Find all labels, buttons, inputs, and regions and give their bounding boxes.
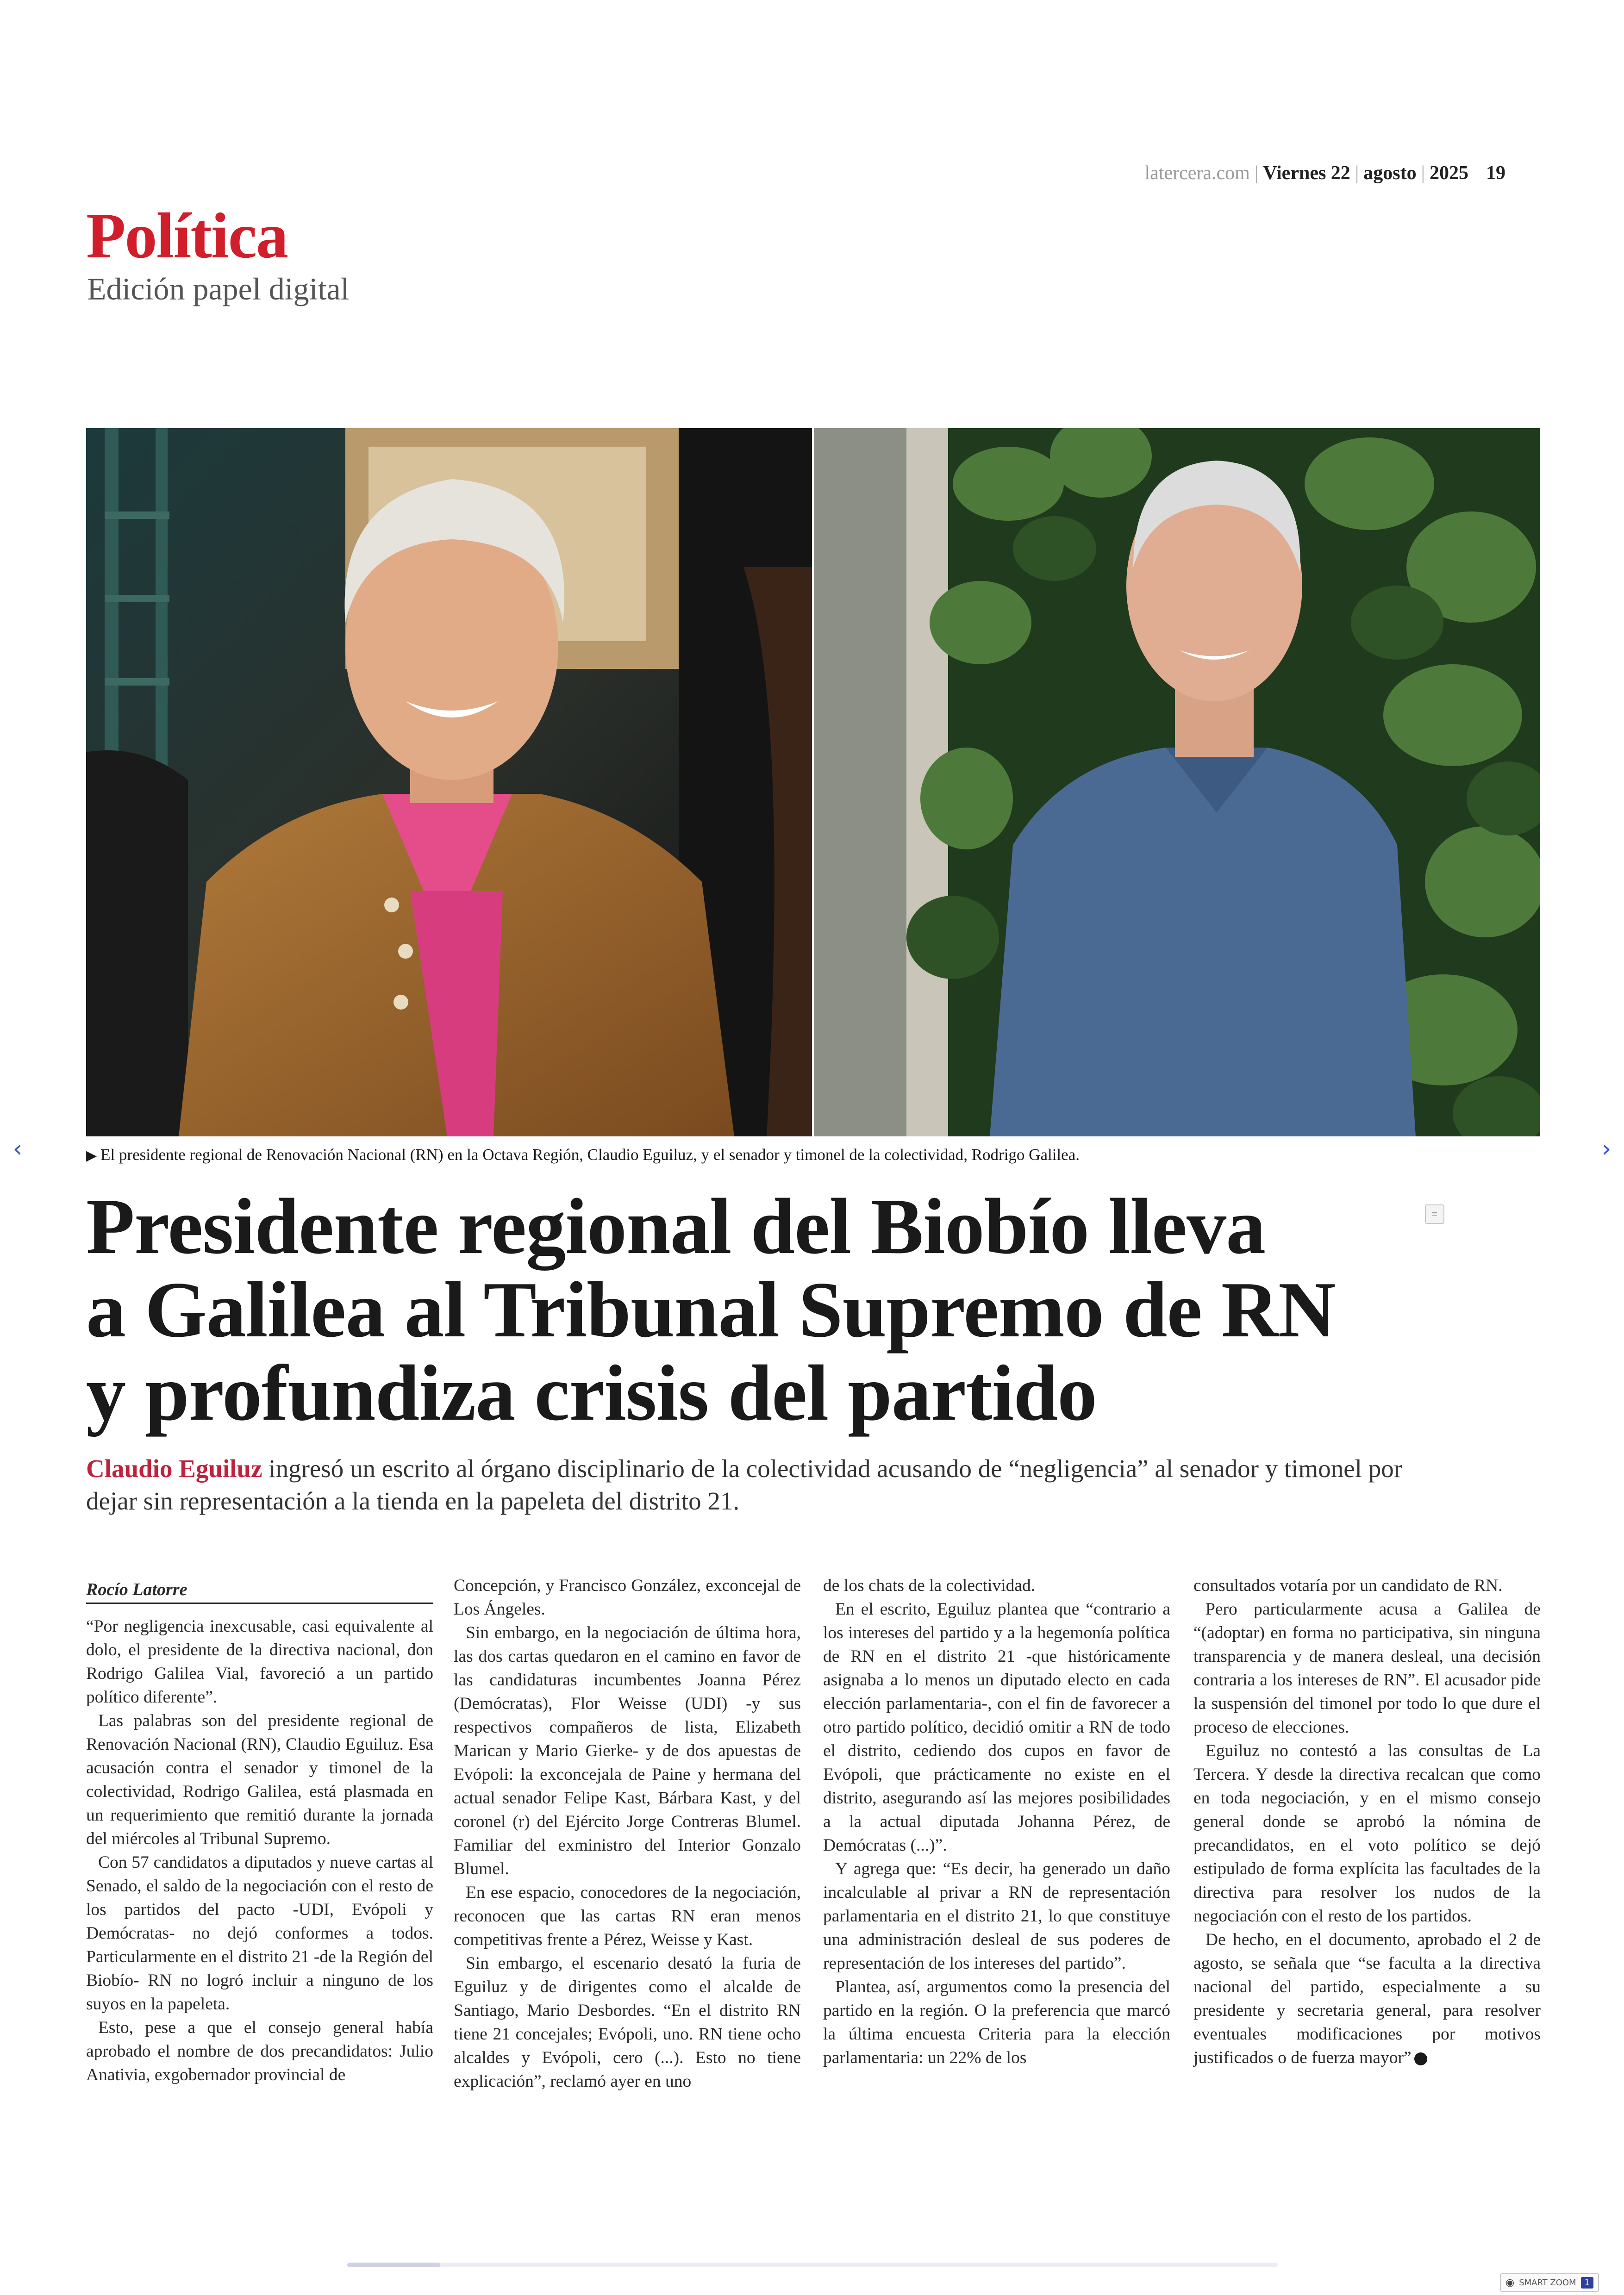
caption-text: El presidente regional de Renovación Nacional (RN) en la Octava Región, Claudio Eguiluz, y el senador y timonel de la colectividad, Rodrigo Galilea.	[100, 1146, 1080, 1164]
paragraph: Sin embargo, en la negociación de última hora, las dos cartas quedaron en el camino en favor de las candidaturas incumbentes Joanna Pérez (Demócratas), Flor Weisse (UDI) -y sus respectivos compañeros de lista, Elizabeth Marican y Mario Gierke- y de dos apuestas de Evópoli: la exconcejala de Paine y hermana del actual senador Felipe Kast, Bárbara Kast, y del coronel (r) del Ejército Jorge Contreras Blumel. Familiar del exministro del Interior Gonzalo Blumel.	[454, 1623, 801, 1878]
headline	[86, 1185, 1475, 1435]
photo-caption	[86, 1146, 1540, 1164]
deck	[86, 1453, 1429, 1517]
chevron-right-icon: ›	[1601, 1135, 1612, 1163]
photo-rodrigo-galilea	[814, 428, 1540, 1136]
paragraph: Concepción, y Francisco González, exconcejal de Los Ángeles.	[454, 1576, 801, 1619]
folio-separator: |	[1254, 162, 1259, 184]
deck-text: ingresó un escrito al órgano disciplinario de la colectividad acusando de “negligencia” al senador y timonel por dejar sin representación a la tienda en la papeleta del distrito 21.	[86, 1454, 1403, 1515]
annotation-icon[interactable]: ≡	[1425, 1204, 1444, 1224]
paragraph: Esto, pese a que el consejo general había aprobado el nombre de dos precandidatos: Julio Anativia, exgobernador provincial de	[86, 2018, 433, 2084]
photo-claudio-eguiluz	[86, 428, 812, 1136]
chevron-left-icon: ‹	[12, 1135, 23, 1163]
site-name: latercera.com	[1144, 162, 1250, 184]
folio-year: 2025	[1430, 162, 1468, 184]
paragraph: Sin embargo, el escenario desató la furia de Eguiluz y de dirigentes como el alcalde de Santiago, Mario Desbordes. “En el distrito RN tiene 21 concejales; Evópoli, uno. RN tiene ocho alcaldes y Evópoli, cero (...). Esto no tiene explicación”, reclamó ayer en uno	[454, 1954, 801, 2091]
paragraph: Pero particularmente acusa a Galilea de “(adoptar) en forma no participativa, sin ninguna transparencia y de manera desleal, una decisión contraria a los intereses de RN”. El acusador pide la suspensión del timonel por todo lo que dure el proceso de elecciones.	[1193, 1600, 1541, 1737]
paragraph: consultados votaría por un candidato de RN.	[1193, 1576, 1503, 1595]
page-scrollbar[interactable]	[347, 2263, 1278, 2267]
page-number: 19	[1486, 162, 1505, 184]
paragraph: Con 57 candidatos a diputados y nueve cartas al Senado, el saldo de la negociación con el resto de los partidos del pacto -UDI, Evópoli y Demócratas- no dejó conformes a todos. Particularmente en el distrito 21 -de la Región del Biobío- RN no logró incluir a ninguno de los suyos en la papeleta.	[86, 1853, 433, 2014]
section-title: Política	[86, 200, 287, 272]
paragraph: Y agrega que: “Es decir, ha generado un daño incalculable al privar a RN de representación parlamentaria en el distrito 21, lo que constituye una administración desleal de sus poderes de representación de los intereses del partido”.	[823, 1859, 1170, 1973]
page-folio	[1144, 162, 1505, 184]
smart-zoom-button[interactable]	[1500, 2273, 1599, 2292]
paragraph-final-text: De hecho, en el documento, aprobado el 2 de agosto, se señala que “se faculta a la directiva nacional del partido, especialmente a su presidente y secretaria general, para resolver eventuales modificaciones por motivos justificados o de fuerza mayor”	[1193, 1930, 1541, 2067]
edition-label: Edición papel digital	[87, 271, 350, 306]
headline-line-1: Presidente regional del Biobío lleva	[86, 1183, 1266, 1271]
page-scrollbar-thumb[interactable]	[347, 2263, 440, 2267]
portrait-illustration-left	[86, 428, 812, 1136]
headline-line-2: a Galilea al Tribunal Supremo de RN	[86, 1266, 1336, 1354]
paragraph: “Por negligencia inexcusable, casi equivalente al dolo, el presidente de la directiva nacional, don Rodrigo Galilea Vial, favoreció a un partido político diferente”.	[86, 1617, 433, 1707]
article-column-4	[1193, 1574, 1541, 2070]
next-page-button[interactable]	[1593, 1135, 1620, 1163]
folio-separator: |	[1421, 162, 1425, 184]
byline: Rocío Latorre	[86, 1579, 433, 1604]
headline-line-3: y profundiza crisis del partido	[86, 1349, 1097, 1437]
caption-arrow-icon: ▶	[86, 1148, 97, 1163]
eye-icon: ◉	[1505, 2276, 1515, 2289]
paragraph: En el escrito, Eguiluz plantea que “contrario a los intereses del partido y a la hegemonía política de RN en el distrito 21 -que históricamente asignaba a lo menos un diputado electo en cada elección parlamentaria-, con el fin de favorecer a otro partido político, decidió omitir a RN de todo el distrito, cediendo dos cupos en favor de Evópoli, que prácticamente no existe en el distrito, asegurando así las mejores posibilidades a la actual diputada Johanna Pérez, de Demócratas (...)”.	[823, 1600, 1170, 1855]
smart-zoom-label: SMART ZOOM	[1519, 2277, 1576, 2288]
paragraph: En ese espacio, conocedores de la negociación, reconocen que las cartas RN eran menos competitivas frente a Pérez, Weisse y Kast.	[454, 1883, 801, 1949]
portrait-illustration-right	[814, 428, 1540, 1136]
paragraph: de los chats de la colectividad.	[823, 1576, 1036, 1595]
smart-zoom-page: 1	[1581, 2277, 1593, 2289]
folio-day: Viernes 22	[1263, 162, 1350, 184]
previous-page-button[interactable]	[4, 1135, 31, 1163]
paragraph: Plantea, así, argumentos como la presencia del partido en la región. O la preferencia que marcó la última encuesta Criteria para la elección parlamentaria: un 22% de los	[823, 1977, 1170, 2067]
paragraph: Las palabras son del presidente regional de Renovación Nacional (RN), Claudio Eguiluz. Esa acusación contra el senador y timonel de la colectividad, Rodrigo Galilea, está plasmada en un requerimiento que remitió durante la jornada del miércoles al Tribunal Supremo.	[86, 1711, 433, 1848]
paragraph-final	[1193, 1928, 1541, 2070]
folio-separator: |	[1355, 162, 1359, 184]
end-mark-icon	[1414, 2052, 1427, 2065]
paragraph: Eguiluz no contestó a las consultas de La Tercera. Y desde la directiva recalcan que como en toda negociación, y en el mismo consejo general donde se aprobó la nómina de precandidatos, en el voto político se dejó estipulado de forma explícita las facultades de la directiva para resolver los nudos de la negociación con el resto de los partidos.	[1193, 1741, 1541, 1926]
article-column-1	[86, 1615, 433, 2087]
article-column-3	[823, 1574, 1170, 2070]
article-column-2	[454, 1574, 801, 2093]
folio-month: agosto	[1363, 162, 1417, 184]
deck-name: Claudio Eguiluz	[86, 1454, 262, 1483]
